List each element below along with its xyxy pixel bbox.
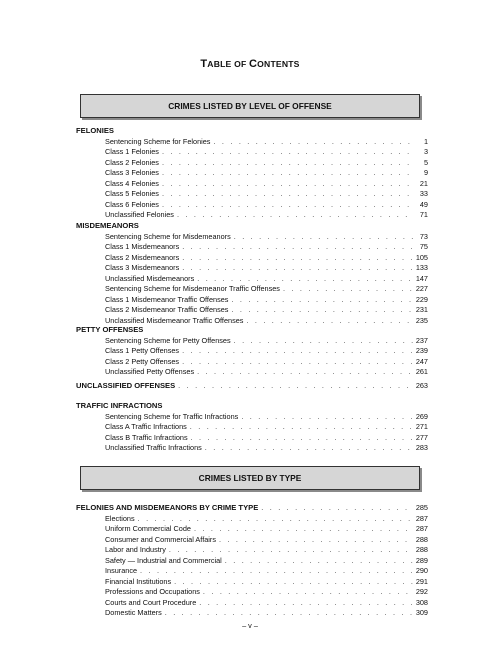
leader-dots (162, 158, 413, 169)
toc-entry-label: Class 4 Felonies (105, 178, 159, 188)
leader-dots (199, 598, 413, 609)
toc-entry-label: Class 6 Felonies (105, 199, 159, 209)
section-heading: FELONIES (76, 126, 114, 135)
page-title (0, 58, 500, 70)
leader-dots (174, 577, 413, 588)
leader-dots (165, 608, 413, 619)
toc-entry[interactable] (76, 232, 428, 243)
section-heading: PETTY OFFENSES (76, 325, 144, 334)
section-felonies (76, 126, 428, 221)
toc-entry-label: Class B Traffic Infractions (105, 432, 188, 442)
toc-entry-label: Unclassified Misdemeanors (105, 273, 195, 283)
toc-entry[interactable] (76, 608, 428, 619)
by-type-list (76, 514, 428, 619)
section-unclassified (76, 381, 428, 392)
toc-entry-label: Class 2 Misdemeanors (105, 252, 180, 262)
toc-entry-page: 308 (415, 597, 428, 607)
toc-entry-page: 277 (415, 432, 428, 442)
toc-entry-page: 292 (415, 587, 428, 596)
leader-dots (194, 524, 413, 535)
toc-entry-page: 291 (415, 576, 428, 586)
toc-entry-page: 290 (415, 566, 428, 575)
toc-entry[interactable] (76, 577, 428, 588)
toc-entry-label: UNCLASSIFIED OFFENSES (76, 381, 176, 390)
leader-dots (219, 535, 413, 546)
traffic-list (76, 412, 428, 454)
leader-dots (205, 443, 413, 454)
page-number-footer: – v – (242, 621, 258, 630)
toc-entry-label: Uniform Commercial Code (105, 524, 191, 533)
toc-entry[interactable] (76, 200, 428, 211)
toc-entry-page: 261 (415, 367, 428, 376)
toc-entry-page: 287 (415, 513, 428, 523)
toc-entry[interactable] (76, 179, 428, 190)
leader-dots (182, 242, 413, 253)
felonies-list (76, 137, 428, 221)
toc-entry-page: 288 (415, 545, 428, 554)
toc-entry[interactable] (76, 210, 428, 221)
toc-entry-label: Domestic Matters (105, 608, 162, 617)
toc-entry-label: Courts and Court Procedure (105, 597, 197, 607)
toc-entry-page: 73 (419, 231, 428, 241)
petty-list (76, 336, 428, 378)
toc-entry-label: Financial Institutions (105, 576, 172, 586)
toc-entry[interactable] (76, 545, 428, 556)
toc-entry-page: 235 (415, 315, 428, 325)
toc-entry-label: Class 5 Felonies (105, 189, 159, 198)
toc-entry-page: 9 (423, 168, 428, 177)
toc-entry[interactable] (76, 346, 428, 357)
leader-dots (261, 503, 413, 514)
toc-entry[interactable] (76, 189, 428, 200)
toc-entry-label: Class A Traffic Infractions (105, 422, 187, 431)
toc-entry[interactable] (76, 412, 428, 423)
leader-dots (234, 336, 413, 347)
toc-entry-label: Professions and Occupations (105, 587, 200, 596)
section-heading: MISDEMEANORS (76, 221, 139, 230)
toc-entry[interactable] (76, 422, 428, 433)
toc-entry[interactable] (76, 147, 428, 158)
toc-entry-label: Class 3 Felonies (105, 168, 159, 177)
leader-dots (169, 545, 413, 556)
leader-dots (241, 412, 413, 423)
toc-entry[interactable] (76, 284, 428, 295)
toc-entry-page: 49 (419, 199, 428, 209)
toc-entry[interactable] (76, 168, 428, 179)
toc-entry-label: Sentencing Scheme for Petty Offenses (105, 335, 231, 345)
toc-entry[interactable] (76, 336, 428, 347)
leader-dots (190, 422, 413, 433)
toc-entry-page: 287 (415, 524, 428, 533)
toc-entry-label: Unclassified Traffic Infractions (105, 443, 202, 452)
toc-entry-page: 133 (415, 263, 428, 272)
title-rest-ontents: ONTENTS (257, 59, 300, 69)
toc-entry-label: Class 2 Petty Offenses (105, 356, 180, 366)
leader-dots (182, 357, 413, 368)
leader-dots (203, 587, 413, 598)
leader-dots (140, 566, 413, 577)
toc-entry-page: 21 (419, 178, 428, 188)
leader-dots (197, 274, 413, 285)
toc-entry[interactable] (76, 242, 428, 253)
toc-entry[interactable] (76, 514, 428, 525)
toc-entry-page: 269 (415, 411, 428, 421)
toc-entry-label: Safety — Industrial and Commercial (105, 555, 222, 565)
toc-entry[interactable] (76, 566, 428, 577)
toc-entry[interactable] (76, 598, 428, 609)
toc-entry-label: Unclassified Petty Offenses (105, 367, 195, 376)
toc-entry-page: 289 (415, 555, 428, 565)
toc-entry[interactable] (76, 274, 428, 285)
toc-entry[interactable] (76, 556, 428, 567)
toc-entry-label: Insurance (105, 566, 138, 575)
leader-dots (138, 514, 413, 525)
toc-entry[interactable] (76, 443, 428, 454)
leader-dots (162, 179, 413, 190)
toc-entry-page: 5 (423, 157, 428, 167)
toc-entry-page: 283 (415, 443, 428, 452)
toc-entry-page: 263 (415, 381, 428, 390)
toc-entry-page: 271 (415, 422, 428, 431)
toc-entry-page: 147 (415, 273, 428, 283)
toc-entry-label: Class 3 Misdemeanors (105, 263, 180, 272)
toc-entry-page: 288 (415, 534, 428, 544)
section-traffic-infractions (76, 401, 428, 454)
toc-entry-page: 247 (415, 356, 428, 366)
leader-dots (231, 295, 412, 306)
leader-dots (182, 346, 413, 357)
leader-dots (191, 433, 413, 444)
toc-entry-label: Class 1 Petty Offenses (105, 346, 180, 355)
toc-entry-page: 309 (415, 608, 428, 617)
toc-entry-page: 33 (419, 189, 428, 198)
toc-entry-page: 285 (415, 503, 428, 512)
toc-entry[interactable] (76, 253, 428, 264)
title-initial-c: C (249, 58, 258, 70)
leader-dots (182, 253, 413, 264)
section-heading: TRAFFIC INFRACTIONS (76, 401, 163, 410)
leader-dots (197, 367, 413, 378)
leader-dots (283, 284, 413, 295)
toc-entry-label: Labor and Industry (105, 545, 166, 554)
toc-entry[interactable] (76, 295, 428, 306)
toc-entry-page: 75 (419, 242, 428, 251)
toc-entry[interactable] (76, 158, 428, 169)
leader-dots (213, 137, 413, 148)
toc-entry[interactable] (76, 263, 428, 274)
toc-entry-label: Class 1 Misdemeanor Traffic Offenses (105, 294, 229, 304)
toc-entry-page: 239 (415, 346, 428, 355)
toc-entry-label: Unclassified Felonies (105, 210, 174, 219)
leader-dots (182, 263, 413, 274)
leader-dots (178, 381, 413, 392)
section-by-crime-type (76, 503, 428, 619)
misdemeanors-list (76, 232, 428, 327)
leader-dots (162, 168, 413, 179)
toc-entry-page: 237 (415, 335, 428, 345)
toc-entry[interactable] (76, 381, 428, 392)
toc-entry-page: 231 (415, 305, 428, 314)
toc-entry-label: Sentencing Scheme for Traffic Infractions (105, 411, 239, 421)
title-initial-t: T (200, 58, 208, 70)
toc-entry-page: 3 (423, 147, 428, 156)
section-petty-offenses (76, 325, 428, 378)
toc-entry[interactable] (76, 524, 428, 535)
section-misdemeanors (76, 221, 428, 326)
leader-dots (234, 232, 413, 243)
toc-entry-label: Consumer and Commercial Affairs (105, 534, 216, 544)
leader-dots (162, 189, 413, 200)
toc-entry-page: 71 (419, 210, 428, 219)
toc-entry[interactable] (76, 503, 428, 514)
leader-dots (162, 147, 413, 158)
leader-dots (231, 305, 412, 316)
toc-entry-label: Sentencing Scheme for Misdemeanors (105, 231, 231, 241)
toc-entry-label: Class 2 Felonies (105, 157, 159, 167)
toc-entry[interactable] (76, 535, 428, 546)
toc-entry-page: 105 (415, 252, 428, 262)
toc-entry[interactable] (76, 357, 428, 368)
toc-entry[interactable] (76, 305, 428, 316)
toc-entry-label: Class 2 Misdemeanor Traffic Offenses (105, 305, 229, 314)
toc-entry-page: 1 (423, 136, 428, 146)
toc-entry[interactable] (76, 433, 428, 444)
toc-entry-label: Elections (105, 513, 135, 523)
toc-entry[interactable] (76, 367, 428, 378)
leader-dots (177, 210, 413, 221)
banner-by-type: CRIMES LISTED BY TYPE (80, 466, 420, 490)
toc-entry-label: Class 1 Felonies (105, 147, 159, 156)
toc-entry-label: FELONIES AND MISDEMEANORS BY CRIME TYPE (76, 503, 259, 512)
title-rest-able-of: ABLE OF (207, 59, 249, 69)
toc-entry[interactable] (76, 587, 428, 598)
toc-entry-page: 227 (415, 284, 428, 293)
banner-by-level: CRIMES LISTED BY LEVEL OF OFFENSE (80, 94, 420, 118)
toc-entry-label: Unclassified Misdemeanor Traffic Offenses (105, 315, 244, 325)
toc-entry-page: 229 (415, 294, 428, 304)
toc-entry-label: Class 1 Misdemeanors (105, 242, 180, 251)
leader-dots (225, 556, 413, 567)
toc-entry[interactable] (76, 137, 428, 148)
toc-entry-label: Sentencing Scheme for Misdemeanor Traffic Offenses (105, 284, 280, 293)
leader-dots (162, 200, 413, 211)
toc-entry-label: Sentencing Scheme for Felonies (105, 136, 211, 146)
